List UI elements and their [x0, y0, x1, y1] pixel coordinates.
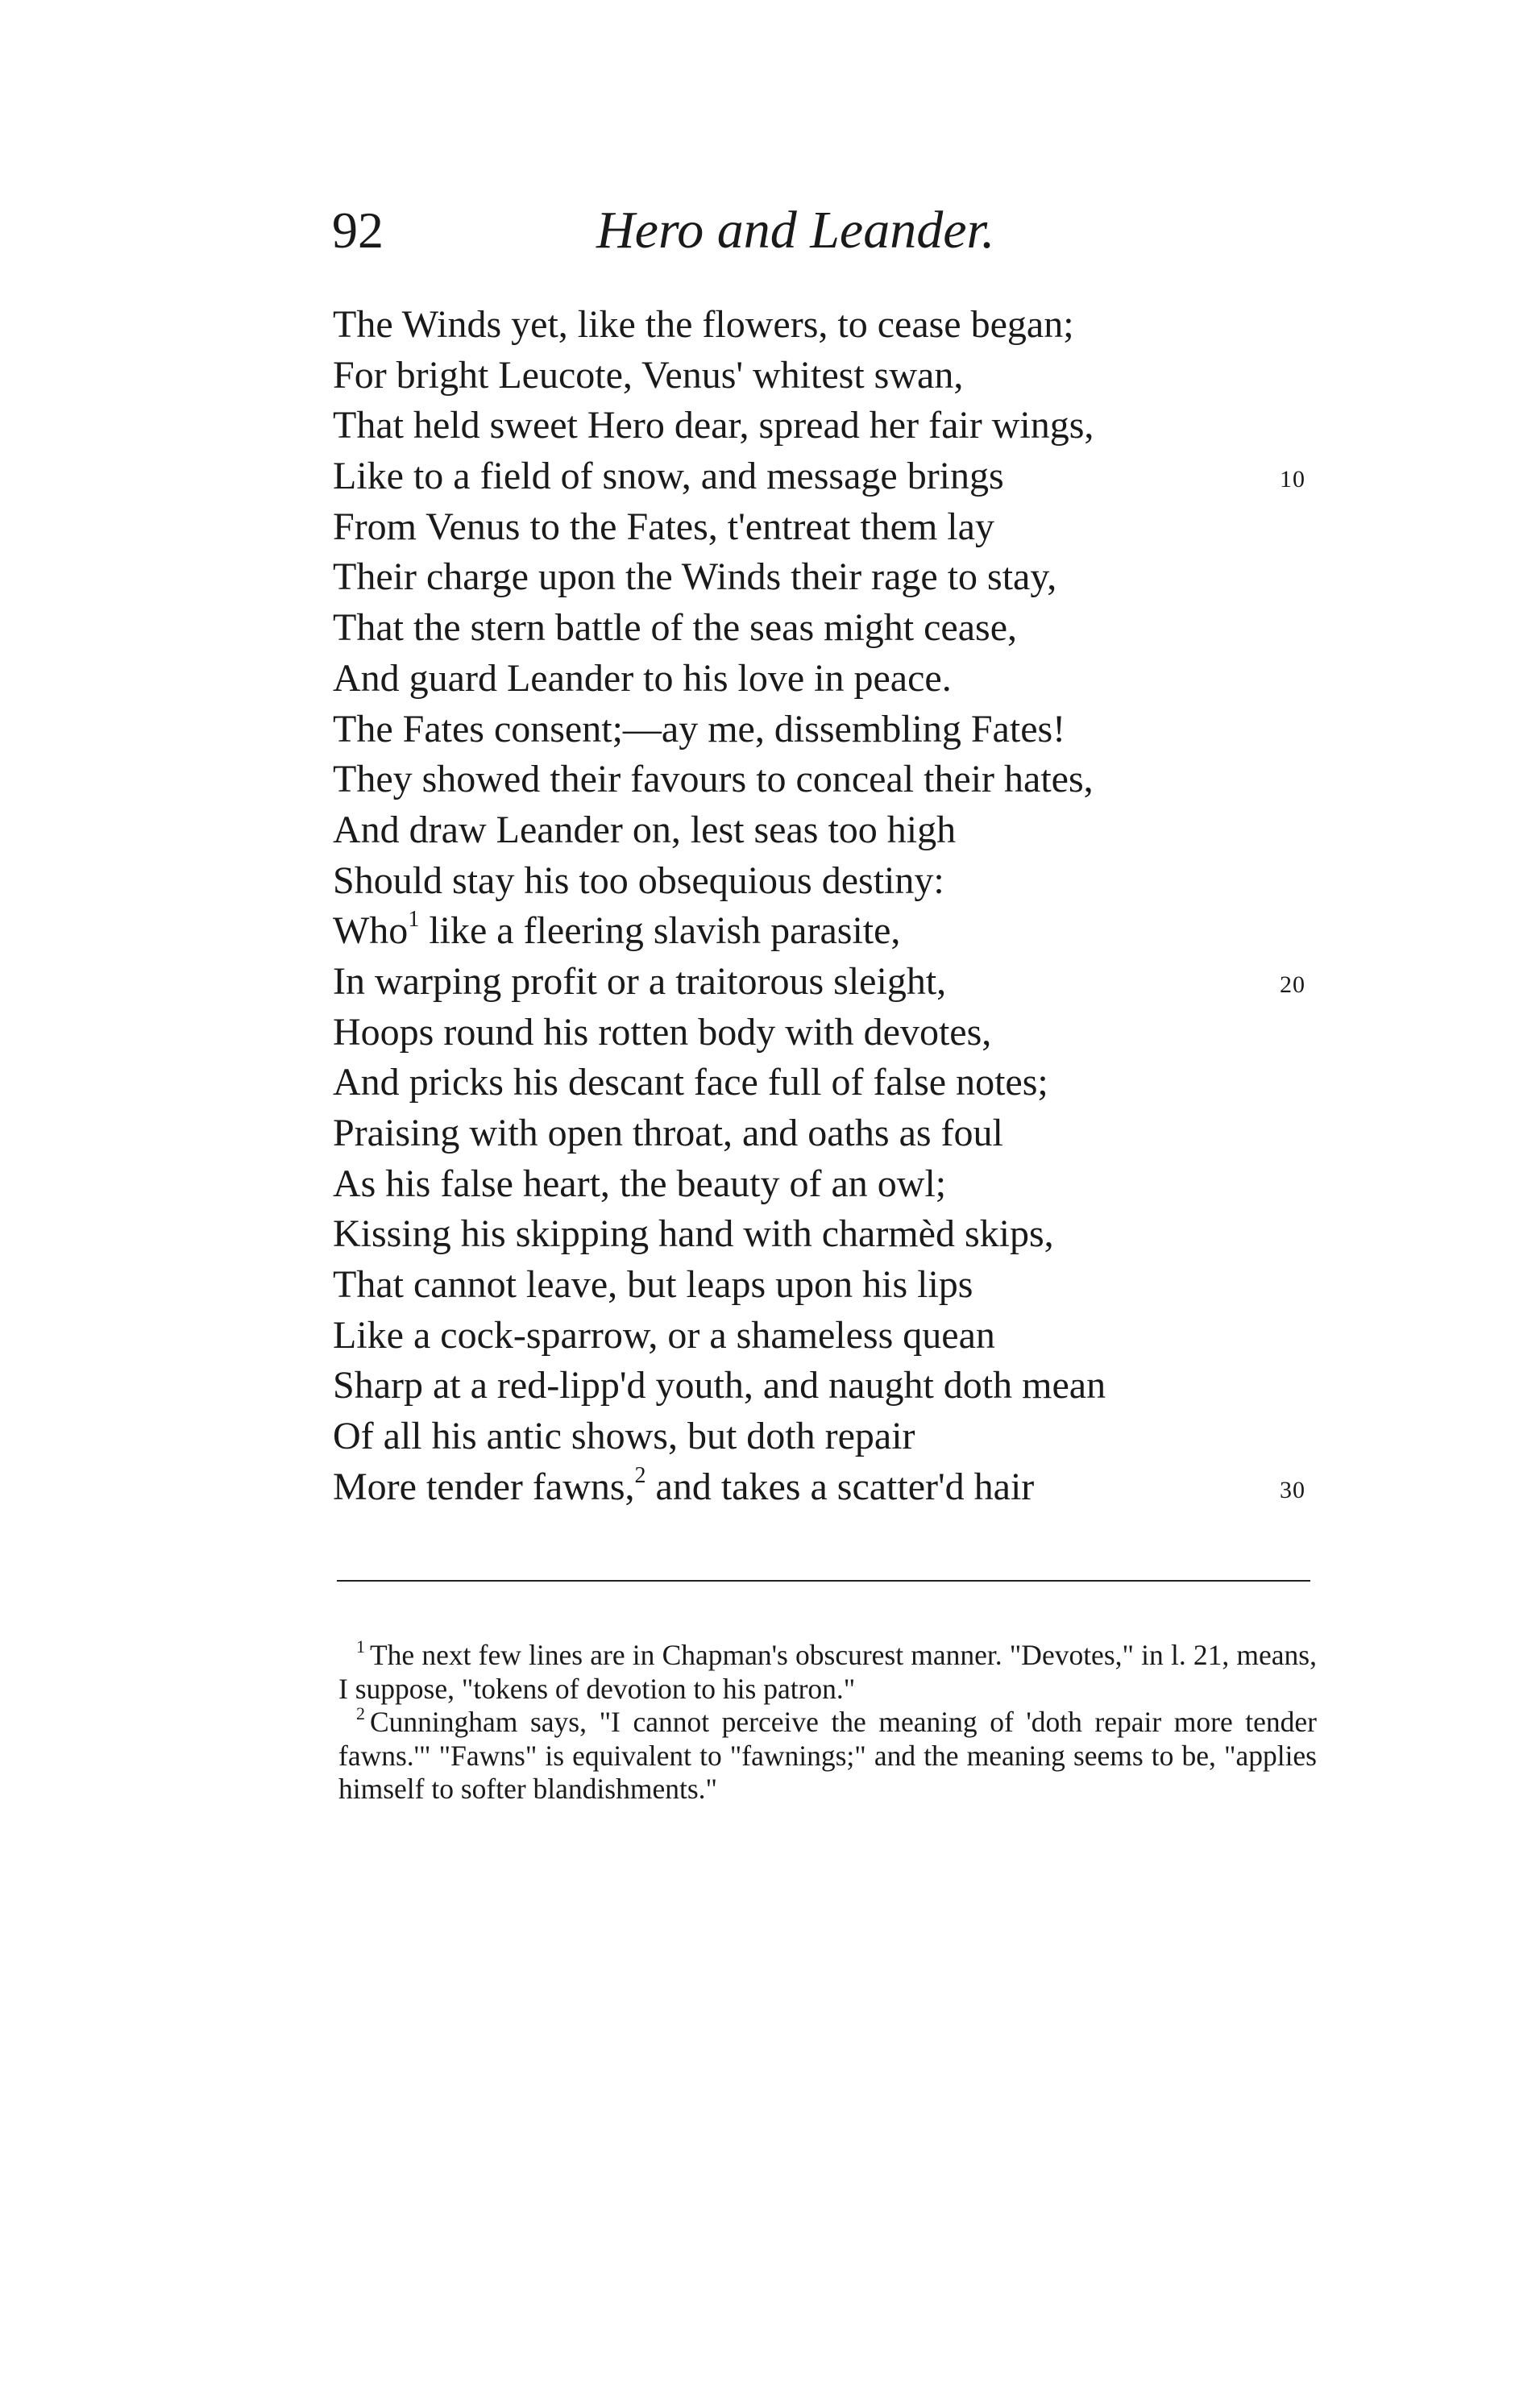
footnote-1: [338, 1636, 1317, 1706]
verse-line: [333, 755, 1348, 805]
verse-line: [333, 1209, 1348, 1260]
verse-line: [333, 1462, 1348, 1513]
verse-line: [333, 1159, 1348, 1210]
verse-text: Hoops round his rotten body with devotes,: [333, 1010, 992, 1054]
verse-text: The Winds yet, like the flowers, to cease began;: [333, 303, 1074, 346]
verse-line: [333, 1108, 1348, 1159]
verse-text-lead: Who: [333, 909, 409, 953]
verse-text: and takes a scatter'd hair: [645, 1465, 1035, 1508]
verse-text: like a fleering slavish parasite,: [419, 909, 901, 953]
verse-line: [333, 1058, 1348, 1108]
verse-text: Of all his antic shows, but doth repair: [333, 1415, 915, 1458]
verse-text: Sharp at a red-lipp'd youth, and naught doth mean: [333, 1364, 1106, 1407]
verse-text: Their charge upon the Winds their rage to stay,: [333, 555, 1057, 599]
verse-text: The Fates consent;—ay me, dissembling Fates!: [333, 707, 1066, 750]
verse-text: They showed their favours to conceal their hates,: [333, 758, 1094, 801]
verse-line: [333, 805, 1348, 856]
verse-text: Kissing his skipping hand with charmèd skips,: [333, 1212, 1054, 1256]
verse-line: [333, 300, 1348, 351]
verse-line: [333, 856, 1348, 907]
verse-text: Should stay his too obsequious destiny:: [333, 859, 944, 902]
line-number: 30: [1280, 1476, 1305, 1503]
poem-body: [333, 300, 1348, 1513]
verse-line: [333, 451, 1348, 502]
verse-line: [333, 1311, 1348, 1362]
verse-text: That cannot leave, but leaps upon his lips: [333, 1263, 973, 1307]
verse-text: Praising with open throat, and oaths as foul: [333, 1112, 1003, 1154]
footnotes: [338, 1636, 1317, 1806]
verse-text: And pricks his descant face full of false notes;: [333, 1061, 1048, 1104]
line-number: 20: [1280, 971, 1305, 998]
footnote-divider: [337, 1580, 1310, 1582]
verse-line: [333, 603, 1348, 654]
verse-line: [333, 1260, 1348, 1311]
verse-text: That the stern battle of the seas might cease,: [333, 606, 1018, 650]
verse-text: Like a cock-sparrow, or a shameless quean: [333, 1313, 995, 1357]
verse-line: [333, 1008, 1348, 1058]
footnote-reference: 2: [634, 1462, 646, 1488]
verse-line: [333, 351, 1348, 401]
footnote-marker: 2: [356, 1703, 365, 1724]
verse-line: [333, 1411, 1348, 1462]
verse-line: [333, 654, 1348, 705]
footnote-2: [338, 1703, 1317, 1806]
verse-line: [333, 502, 1348, 553]
footnote-text: The next few lines are in Chapman's obscurest manner. "Devotes," in l. 21, means, I suppose, "tokens of devotion to his patron.": [338, 1639, 1317, 1705]
line-number: 10: [1280, 466, 1305, 493]
verse-text: For bright Leucote, Venus' whitest swan,: [333, 353, 964, 397]
verse-text: That held sweet Hero dear, spread her fair wings,: [333, 404, 1094, 447]
footnote-text: Cunningham says, "I cannot perceive the meaning of 'doth repair more tender fawns.'" "Fawns" is equivalent to "fawnings;" and the meaning seems to be, "applies himself to softer blandishments.": [338, 1706, 1317, 1805]
page-number: 92: [332, 202, 384, 259]
verse-line: [333, 1361, 1348, 1411]
verse-line: [333, 401, 1348, 451]
running-title: Hero and Leander.: [596, 201, 995, 260]
verse-text: As his false heart, the beauty of an owl;: [333, 1162, 947, 1205]
verse-text: In warping profit or a traitorous sleight,: [333, 959, 947, 1003]
verse-text: And draw Leander on, lest seas too high: [333, 808, 957, 851]
verse-text-lead: More tender fawns,: [333, 1465, 635, 1508]
verse-text: From Venus to the Fates, t'entreat them lay: [333, 505, 994, 548]
verse-line: [333, 957, 1348, 1008]
verse-text: And guard Leander to his love in peace.: [333, 656, 952, 700]
footnote-marker: 1: [356, 1636, 365, 1657]
verse-line: [333, 705, 1348, 755]
footnote-reference: 1: [408, 907, 420, 933]
verse-line: [333, 906, 1348, 957]
verse-text: Like to a field of snow, and message brings: [333, 455, 1004, 498]
verse-line: [333, 552, 1348, 603]
